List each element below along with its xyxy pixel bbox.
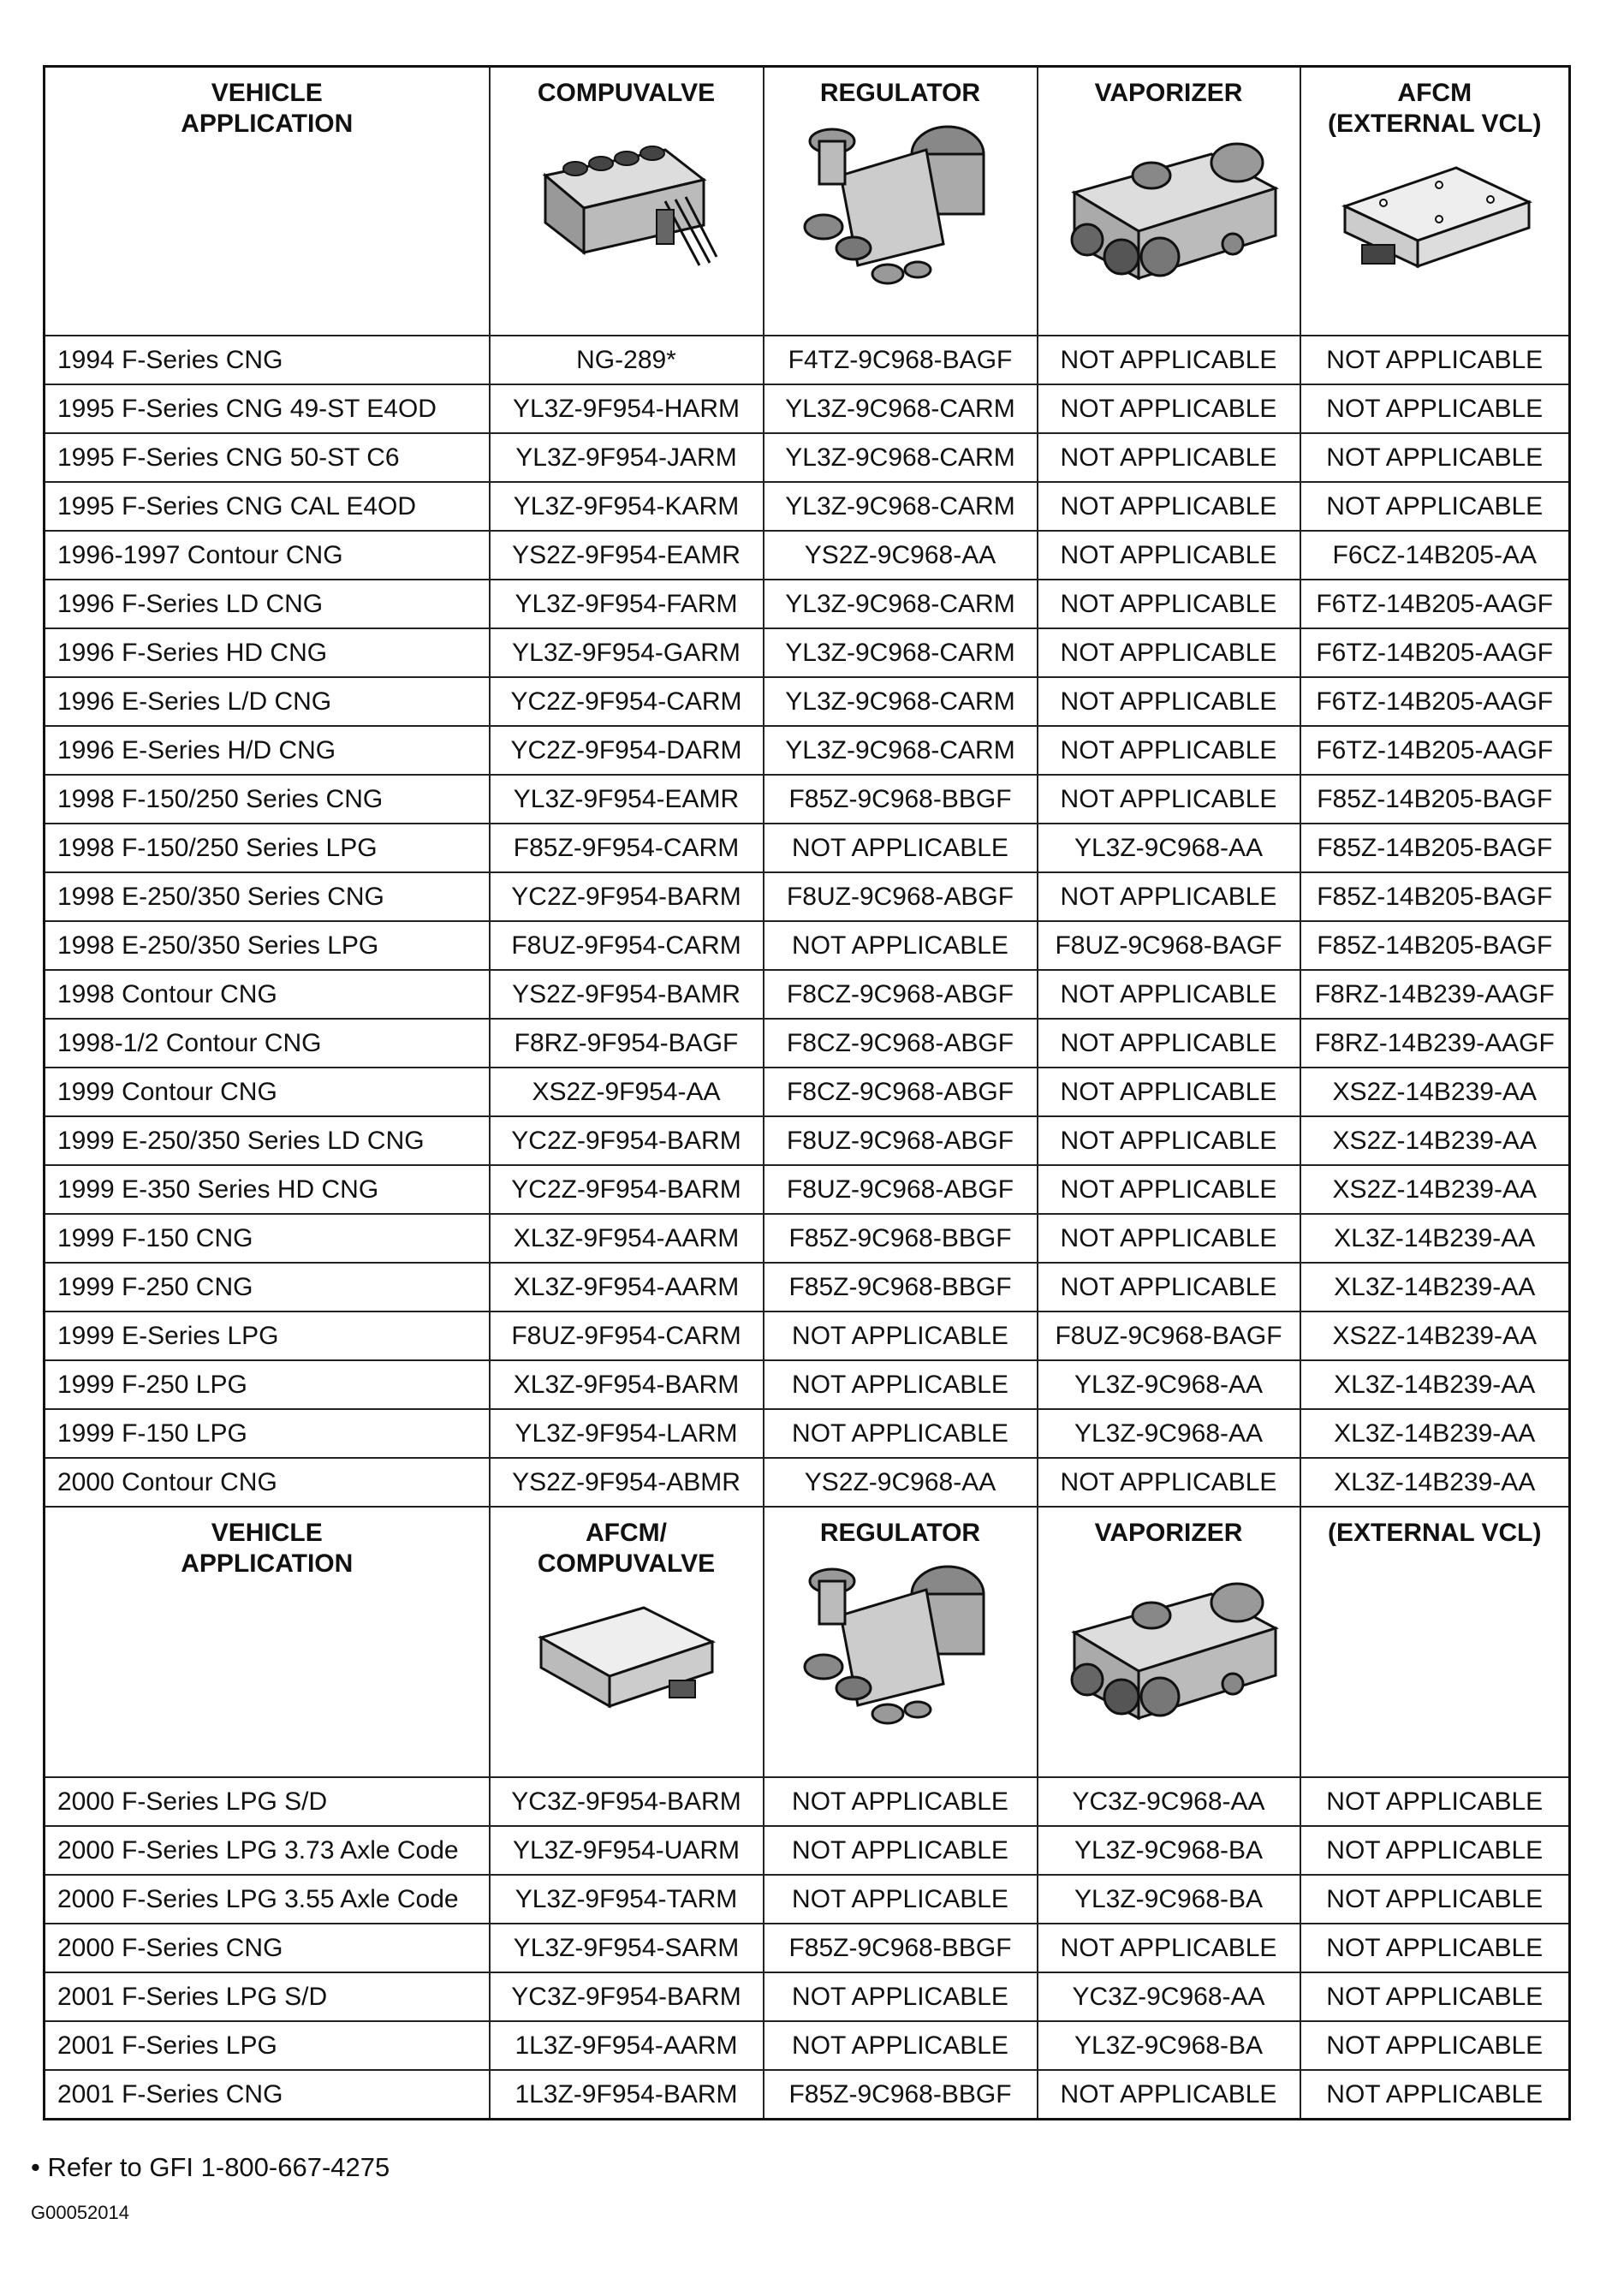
- table-row: [45, 531, 1570, 580]
- part-number-cell: NOT APPLICABLE: [764, 1875, 1038, 1924]
- table-row: [45, 726, 1570, 775]
- part-number-cell: F8UZ-9C968-ABGF: [764, 1165, 1038, 1214]
- table-row: [45, 1409, 1570, 1458]
- part-number-cell: YL3Z-9F954-FARM: [490, 580, 764, 628]
- part-number-cell: YS2Z-9C968-AA: [764, 531, 1038, 580]
- vehicle-application-cell: 1998 E-250/350 Series LPG: [45, 921, 490, 970]
- part-number-cell: NOT APPLICABLE: [1038, 1068, 1300, 1116]
- header-label: VEHICLE APPLICATION: [181, 79, 354, 138]
- part-number-cell: YC2Z-9F954-BARM: [490, 1116, 764, 1165]
- part-number-cell: YL3Z-9F954-SARM: [490, 1924, 764, 1972]
- part-number-cell: YL3Z-9C968-AA: [1038, 1360, 1300, 1409]
- part-number-cell: F8UZ-9F954-CARM: [490, 1311, 764, 1360]
- vehicle-application-cell: 1994 F-Series CNG: [45, 336, 490, 384]
- vehicle-application-cell: 1998-1/2 Contour CNG: [45, 1019, 490, 1068]
- part-number-cell: NOT APPLICABLE: [1038, 970, 1300, 1019]
- regulator-illustration: [764, 116, 1037, 287]
- part-number-cell: YL3Z-9C968-CARM: [764, 677, 1038, 726]
- header2-vaporizer: [1038, 1507, 1300, 1777]
- table-row: [45, 1360, 1570, 1409]
- part-number-cell: NOT APPLICABLE: [1038, 1214, 1300, 1263]
- part-number-cell: XL3Z-9F954-AARM: [490, 1263, 764, 1311]
- part-number-cell: NOT APPLICABLE: [1038, 2070, 1300, 2120]
- part-number-cell: F85Z-9C968-BBGF: [764, 775, 1038, 824]
- table-row: [45, 677, 1570, 726]
- vehicle-application-cell: 1999 F-150 LPG: [45, 1409, 490, 1458]
- part-number-cell: NOT APPLICABLE: [764, 1826, 1038, 1875]
- vehicle-application-cell: 1995 F-Series CNG 49-ST E4OD: [45, 384, 490, 433]
- part-number-cell: YL3Z-9C968-CARM: [764, 384, 1038, 433]
- table-row: [45, 775, 1570, 824]
- header-regulator: [764, 67, 1038, 336]
- part-number-cell: F8RZ-14B239-AAGF: [1300, 970, 1570, 1019]
- part-number-cell: NOT APPLICABLE: [1300, 1826, 1570, 1875]
- part-number-cell: F8RZ-14B239-AAGF: [1300, 1019, 1570, 1068]
- part-number-cell: XL3Z-14B239-AA: [1300, 1214, 1570, 1263]
- vehicle-application-cell: 1999 F-250 CNG: [45, 1263, 490, 1311]
- part-number-cell: YC2Z-9F954-DARM: [490, 726, 764, 775]
- part-number-cell: YC3Z-9F954-BARM: [490, 1972, 764, 2021]
- part-number-cell: NOT APPLICABLE: [764, 1972, 1038, 2021]
- part-number-cell: NOT APPLICABLE: [764, 1409, 1038, 1458]
- vehicle-application-cell: 1996 E-Series L/D CNG: [45, 677, 490, 726]
- table-row: [45, 872, 1570, 921]
- part-number-cell: F85Z-9C968-BBGF: [764, 1214, 1038, 1263]
- header-afcm: [1300, 67, 1570, 336]
- vehicle-application-cell: 1996-1997 Contour CNG: [45, 531, 490, 580]
- part-number-cell: YL3Z-9C968-BA: [1038, 1826, 1300, 1875]
- part-number-cell: YL3Z-9C968-CARM: [764, 580, 1038, 628]
- vehicle-application-cell: 2001 F-Series LPG S/D: [45, 1972, 490, 2021]
- header2-vehicle-application: [45, 1507, 490, 1777]
- table-body-1: [45, 336, 1570, 1507]
- vehicle-application-cell: 2000 F-Series LPG 3.55 Axle Code: [45, 1875, 490, 1924]
- figure-code: G00052014: [31, 2202, 129, 2223]
- part-number-cell: YC3Z-9C968-AA: [1038, 1777, 1300, 1826]
- vehicle-application-cell: 2000 F-Series LPG 3.73 Axle Code: [45, 1826, 490, 1875]
- part-number-cell: F8UZ-9C968-BAGF: [1038, 1311, 1300, 1360]
- part-number-cell: F85Z-14B205-BAGF: [1300, 824, 1570, 872]
- part-number-cell: F85Z-9C968-BBGF: [764, 2070, 1038, 2120]
- table-row: [45, 1311, 1570, 1360]
- part-number-cell: NOT APPLICABLE: [1300, 482, 1570, 531]
- header-vehicle-application: [45, 67, 490, 336]
- part-number-cell: NOT APPLICABLE: [764, 921, 1038, 970]
- part-number-cell: F85Z-9C968-BBGF: [764, 1924, 1038, 1972]
- table-row: [45, 1263, 1570, 1311]
- part-number-cell: F8CZ-9C968-ABGF: [764, 1019, 1038, 1068]
- part-number-cell: YL3Z-9C968-CARM: [764, 628, 1038, 677]
- header-label: REGULATOR: [819, 1519, 981, 1547]
- footnote: • Refer to GFI 1-800-667-4275: [31, 2152, 390, 2182]
- part-number-cell: YS2Z-9F954-BAMR: [490, 970, 764, 1019]
- part-number-cell: YL3Z-9C968-CARM: [764, 482, 1038, 531]
- table-row: [45, 384, 1570, 433]
- part-number-cell: F6TZ-14B205-AAGF: [1300, 580, 1570, 628]
- part-number-cell: YC2Z-9F954-CARM: [490, 677, 764, 726]
- part-number-cell: NOT APPLICABLE: [1300, 1972, 1570, 2021]
- part-number-cell: XS2Z-14B239-AA: [1300, 1311, 1570, 1360]
- table-row: [45, 824, 1570, 872]
- vaporizer-illustration-2: [1038, 1555, 1300, 1727]
- header-row-2: [45, 1507, 1570, 1777]
- part-number-cell: YS2Z-9F954-EAMR: [490, 531, 764, 580]
- part-number-cell: YC3Z-9F954-BARM: [490, 1777, 764, 1826]
- header-row-1: [45, 67, 1570, 336]
- part-number-cell: F6CZ-14B205-AA: [1300, 531, 1570, 580]
- vehicle-application-cell: 1995 F-Series CNG CAL E4OD: [45, 482, 490, 531]
- vehicle-application-cell: 1996 F-Series LD CNG: [45, 580, 490, 628]
- vehicle-application-cell: 2001 F-Series CNG: [45, 2070, 490, 2120]
- table-row: [45, 1875, 1570, 1924]
- part-number-cell: F4TZ-9C968-BAGF: [764, 336, 1038, 384]
- header2-afcm-compuvalve: [490, 1507, 764, 1777]
- part-number-cell: F6TZ-14B205-AAGF: [1300, 677, 1570, 726]
- table-row: [45, 1214, 1570, 1263]
- table-row: [45, 628, 1570, 677]
- part-number-cell: NOT APPLICABLE: [764, 1311, 1038, 1360]
- part-number-cell: YL3Z-9C968-AA: [1038, 1409, 1300, 1458]
- part-number-cell: NOT APPLICABLE: [1300, 336, 1570, 384]
- part-number-cell: NOT APPLICABLE: [1038, 531, 1300, 580]
- part-number-cell: YL3Z-9C968-CARM: [764, 726, 1038, 775]
- vehicle-application-cell: 1999 E-250/350 Series LD CNG: [45, 1116, 490, 1165]
- vehicle-application-cell: 1996 E-Series H/D CNG: [45, 726, 490, 775]
- part-number-cell: NOT APPLICABLE: [1038, 1263, 1300, 1311]
- part-number-cell: YL3Z-9F954-KARM: [490, 482, 764, 531]
- part-number-cell: F8RZ-9F954-BAGF: [490, 1019, 764, 1068]
- part-number-cell: YL3Z-9C968-BA: [1038, 1875, 1300, 1924]
- part-number-cell: NOT APPLICABLE: [764, 2021, 1038, 2070]
- part-number-cell: NG-289*: [490, 336, 764, 384]
- part-number-cell: F8UZ-9C968-BAGF: [1038, 921, 1300, 970]
- part-number-cell: XS2Z-14B239-AA: [1300, 1116, 1570, 1165]
- afcm-compuvalve-illustration: [491, 1586, 763, 1723]
- table-row: [45, 1458, 1570, 1507]
- part-number-cell: YS2Z-9F954-ABMR: [490, 1458, 764, 1507]
- vaporizer-illustration: [1038, 116, 1300, 287]
- table-row: [45, 1826, 1570, 1875]
- parts-table: [43, 65, 1571, 2120]
- part-number-cell: YC3Z-9C968-AA: [1038, 1972, 1300, 2021]
- part-number-cell: XL3Z-14B239-AA: [1300, 1263, 1570, 1311]
- part-number-cell: YS2Z-9C968-AA: [764, 1458, 1038, 1507]
- vehicle-application-cell: 1999 E-Series LPG: [45, 1311, 490, 1360]
- part-number-cell: XL3Z-14B239-AA: [1300, 1409, 1570, 1458]
- part-number-cell: F6TZ-14B205-AAGF: [1300, 628, 1570, 677]
- part-number-cell: NOT APPLICABLE: [1300, 1777, 1570, 1826]
- part-number-cell: YL3Z-9F954-GARM: [490, 628, 764, 677]
- header2-regulator: [764, 1507, 1038, 1777]
- vehicle-application-cell: 1998 E-250/350 Series CNG: [45, 872, 490, 921]
- part-number-cell: NOT APPLICABLE: [764, 1777, 1038, 1826]
- part-number-cell: YL3Z-9F954-EAMR: [490, 775, 764, 824]
- part-number-cell: YL3Z-9F954-LARM: [490, 1409, 764, 1458]
- part-number-cell: YL3Z-9C968-BA: [1038, 2021, 1300, 2070]
- part-number-cell: NOT APPLICABLE: [1300, 1924, 1570, 1972]
- part-number-cell: YL3Z-9F954-TARM: [490, 1875, 764, 1924]
- part-number-cell: F85Z-9C968-BBGF: [764, 1263, 1038, 1311]
- part-number-cell: 1L3Z-9F954-AARM: [490, 2021, 764, 2070]
- part-number-cell: F85Z-14B205-BAGF: [1300, 775, 1570, 824]
- part-number-cell: NOT APPLICABLE: [1038, 1924, 1300, 1972]
- table-row: [45, 580, 1570, 628]
- header-compuvalve: [490, 67, 764, 336]
- regulator-illustration-2: [764, 1555, 1037, 1727]
- header-label: AFCM/ COMPUVALVE: [537, 1519, 716, 1578]
- table-row: [45, 1068, 1570, 1116]
- part-number-cell: F85Z-14B205-BAGF: [1300, 872, 1570, 921]
- vehicle-application-cell: 2000 Contour CNG: [45, 1458, 490, 1507]
- part-number-cell: F8CZ-9C968-ABGF: [764, 970, 1038, 1019]
- part-number-cell: XL3Z-9F954-AARM: [490, 1214, 764, 1263]
- part-number-cell: YL3Z-9F954-UARM: [490, 1826, 764, 1875]
- table-row: [45, 1777, 1570, 1826]
- table-body-2: [45, 1777, 1570, 2120]
- part-number-cell: NOT APPLICABLE: [1038, 872, 1300, 921]
- part-number-cell: XL3Z-14B239-AA: [1300, 1458, 1570, 1507]
- part-number-cell: NOT APPLICABLE: [1038, 628, 1300, 677]
- part-number-cell: NOT APPLICABLE: [1038, 482, 1300, 531]
- part-number-cell: NOT APPLICABLE: [1038, 1165, 1300, 1214]
- part-number-cell: YL3Z-9C968-AA: [1038, 824, 1300, 872]
- part-number-cell: YC2Z-9F954-BARM: [490, 872, 764, 921]
- part-number-cell: NOT APPLICABLE: [764, 1360, 1038, 1409]
- part-number-cell: F8UZ-9C968-ABGF: [764, 1116, 1038, 1165]
- table-row: [45, 433, 1570, 482]
- vehicle-application-cell: 1999 F-150 CNG: [45, 1214, 490, 1263]
- header-label: COMPUVALVE: [537, 79, 716, 107]
- header-label: REGULATOR: [819, 79, 981, 107]
- part-number-cell: XS2Z-14B239-AA: [1300, 1165, 1570, 1214]
- part-number-cell: NOT APPLICABLE: [1038, 1019, 1300, 1068]
- header-label: (EXTERNAL VCL): [1328, 1519, 1542, 1547]
- part-number-cell: NOT APPLICABLE: [1038, 1116, 1300, 1165]
- part-number-cell: NOT APPLICABLE: [1038, 336, 1300, 384]
- part-number-cell: NOT APPLICABLE: [1300, 384, 1570, 433]
- vehicle-application-cell: 2000 F-Series CNG: [45, 1924, 490, 1972]
- part-number-cell: XL3Z-14B239-AA: [1300, 1360, 1570, 1409]
- part-number-cell: F6TZ-14B205-AAGF: [1300, 726, 1570, 775]
- vehicle-application-cell: 1998 F-150/250 Series LPG: [45, 824, 490, 872]
- part-number-cell: NOT APPLICABLE: [1300, 1875, 1570, 1924]
- vehicle-application-cell: 1998 F-150/250 Series CNG: [45, 775, 490, 824]
- part-number-cell: XS2Z-14B239-AA: [1300, 1068, 1570, 1116]
- vehicle-application-cell: 1995 F-Series CNG 50-ST C6: [45, 433, 490, 482]
- part-number-cell: NOT APPLICABLE: [1038, 775, 1300, 824]
- part-number-cell: XS2Z-9F954-AA: [490, 1068, 764, 1116]
- table-row: [45, 1116, 1570, 1165]
- part-number-cell: NOT APPLICABLE: [1300, 2021, 1570, 2070]
- vehicle-application-cell: 2001 F-Series LPG: [45, 2021, 490, 2070]
- part-number-cell: NOT APPLICABLE: [1038, 433, 1300, 482]
- table-row: [45, 2070, 1570, 2120]
- table-row: [45, 1165, 1570, 1214]
- part-number-cell: NOT APPLICABLE: [1300, 433, 1570, 482]
- table-row: [45, 2021, 1570, 2070]
- vehicle-application-cell: 1999 E-350 Series HD CNG: [45, 1165, 490, 1214]
- part-number-cell: F8UZ-9F954-CARM: [490, 921, 764, 970]
- header-label: VAPORIZER: [1094, 1519, 1243, 1547]
- part-number-cell: YC2Z-9F954-BARM: [490, 1165, 764, 1214]
- header-label: VAPORIZER: [1094, 79, 1243, 107]
- part-number-cell: NOT APPLICABLE: [764, 824, 1038, 872]
- part-number-cell: XL3Z-9F954-BARM: [490, 1360, 764, 1409]
- part-number-cell: YL3Z-9F954-JARM: [490, 433, 764, 482]
- part-number-cell: F85Z-9F954-CARM: [490, 824, 764, 872]
- header-label: VEHICLE APPLICATION: [181, 1519, 354, 1578]
- table-row: [45, 336, 1570, 384]
- afcm-illustration: [1301, 146, 1569, 275]
- table-row: [45, 1972, 1570, 2021]
- table-row: [45, 1019, 1570, 1068]
- part-number-cell: NOT APPLICABLE: [1038, 1458, 1300, 1507]
- part-number-cell: F8UZ-9C968-ABGF: [764, 872, 1038, 921]
- part-number-cell: F85Z-14B205-BAGF: [1300, 921, 1570, 970]
- compuvalve-illustration: [491, 116, 763, 278]
- part-number-cell: F8CZ-9C968-ABGF: [764, 1068, 1038, 1116]
- part-number-cell: YL3Z-9F954-HARM: [490, 384, 764, 433]
- table-row: [45, 1924, 1570, 1972]
- part-number-cell: NOT APPLICABLE: [1300, 2070, 1570, 2120]
- vehicle-application-cell: 1996 F-Series HD CNG: [45, 628, 490, 677]
- vehicle-application-cell: 1999 F-250 LPG: [45, 1360, 490, 1409]
- header2-external-vcl: [1300, 1507, 1570, 1777]
- part-number-cell: NOT APPLICABLE: [1038, 384, 1300, 433]
- part-number-cell: YL3Z-9C968-CARM: [764, 433, 1038, 482]
- table-row: [45, 482, 1570, 531]
- header-vaporizer: [1038, 67, 1300, 336]
- parts-table-sheet: [43, 65, 1568, 2120]
- part-number-cell: NOT APPLICABLE: [1038, 580, 1300, 628]
- part-number-cell: NOT APPLICABLE: [1038, 726, 1300, 775]
- vehicle-application-cell: 2000 F-Series LPG S/D: [45, 1777, 490, 1826]
- part-number-cell: 1L3Z-9F954-BARM: [490, 2070, 764, 2120]
- vehicle-application-cell: 1998 Contour CNG: [45, 970, 490, 1019]
- vehicle-application-cell: 1999 Contour CNG: [45, 1068, 490, 1116]
- table-row: [45, 970, 1570, 1019]
- part-number-cell: NOT APPLICABLE: [1038, 677, 1300, 726]
- header-label: AFCM (EXTERNAL VCL): [1328, 79, 1542, 138]
- table-row: [45, 921, 1570, 970]
